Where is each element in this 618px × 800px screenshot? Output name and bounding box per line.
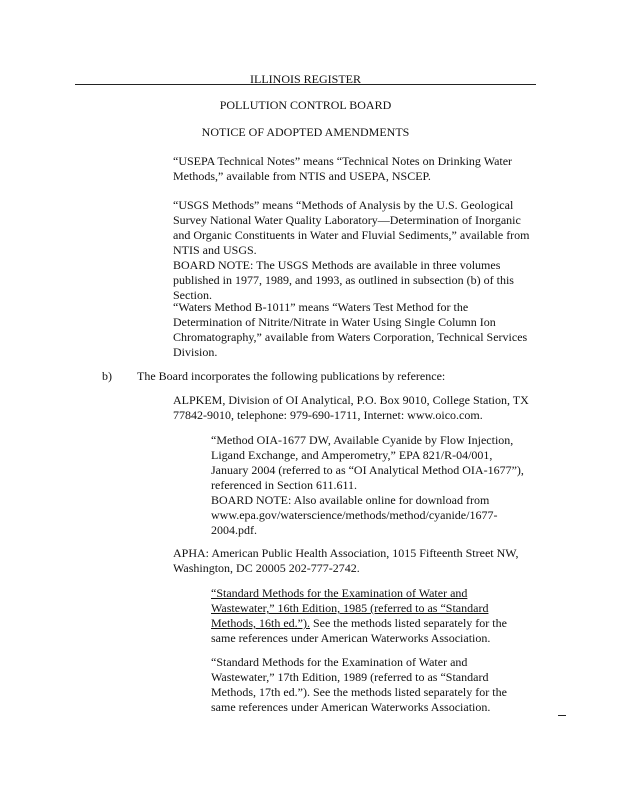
subsection-label: b) <box>102 369 112 383</box>
text-line: same references under American Waterworks Association. <box>211 631 491 645</box>
text-line: same references under American Waterworks Association. <box>211 700 491 714</box>
text-line: BOARD NOTE: The USGS Methods are available in three volumes <box>173 258 501 272</box>
text-line: www.epa.gov/waterscience/methods/method/cyanide/1677- <box>211 508 498 522</box>
register-title: ILLINOIS REGISTER <box>250 72 361 86</box>
text-line: referenced in Section 611.611. <box>211 478 358 492</box>
text-line: “Waters Method B-1011” means “Waters Test Method for the <box>173 300 469 314</box>
text-line: NTIS and USGS. <box>173 243 257 257</box>
text-line: Division. <box>173 345 218 359</box>
margin-mark <box>558 715 566 716</box>
see-also-text: See the methods listed separately for the <box>309 616 507 630</box>
underlined-citation: Methods, 16th ed.”). <box>211 616 310 630</box>
text-line: “Method OIA-1677 DW, Available Cyanide by Flow Injection, <box>211 433 514 447</box>
text-line: Section. <box>173 288 212 302</box>
text-line: Ligand Exchange, and Amperometry,” EPA 821/R-04/001, <box>211 448 493 462</box>
text-line: 2004.pdf. <box>211 523 257 537</box>
text-line: Determination of Nitrite/Nitrate in Water Using Single Column Ion <box>173 315 496 329</box>
text-line: “USGS Methods” means “Methods of Analysis by the U.S. Geological <box>173 198 514 212</box>
text-line: Chromatography,” available from Waters Corporation, Technical Services <box>173 330 528 344</box>
subsection-text: The Board incorporates the following publications by reference: <box>137 369 446 383</box>
text-line: Survey National Water Quality Laboratory—Determination of Inorganic <box>173 213 521 227</box>
text-line: and Organic Constituents in Water and Fluvial Sediments,” available from <box>173 228 530 242</box>
text-line: BOARD NOTE: Also available online for download from <box>211 493 490 507</box>
text-line: Washington, DC 20005 202-777-2742. <box>173 561 360 575</box>
text-line: 77842-9010, telephone: 979-690-1711, Internet: www.oico.com. <box>173 408 483 422</box>
text-line: Methods,” available from NTIS and USEPA, NSCEP. <box>173 169 431 183</box>
text-line: Methods, 17th ed.”). See the methods listed separately for the <box>211 685 507 699</box>
text-line <box>211 616 507 632</box>
text-line: January 2004 (referred to as “OI Analytical Method OIA-1677”), <box>211 463 524 477</box>
text-line: ALPKEM, Division of OI Analytical, P.O. Box 9010, College Station, TX <box>173 393 529 407</box>
board-title: POLLUTION CONTROL BOARD <box>219 98 392 112</box>
text-line: “USEPA Technical Notes” means “Technical Notes on Drinking Water <box>173 154 513 168</box>
text-line: Wastewater,” 17th Edition, 1989 (referred to as “Standard <box>211 670 489 684</box>
text-line: Wastewater,” 16th Edition, 1985 (referred to as “Standard <box>211 601 489 615</box>
text-line: “Standard Methods for the Examination of Water and <box>211 586 468 600</box>
text-line: published in 1977, 1989, and 1993, as outlined in subsection (b) of this <box>173 273 514 287</box>
text-line: APHA: American Public Health Association, 1015 Fifteenth Street NW, <box>173 546 519 560</box>
text-line: “Standard Methods for the Examination of Water and <box>211 655 468 669</box>
notice-title: NOTICE OF ADOPTED AMENDMENTS <box>201 125 410 139</box>
